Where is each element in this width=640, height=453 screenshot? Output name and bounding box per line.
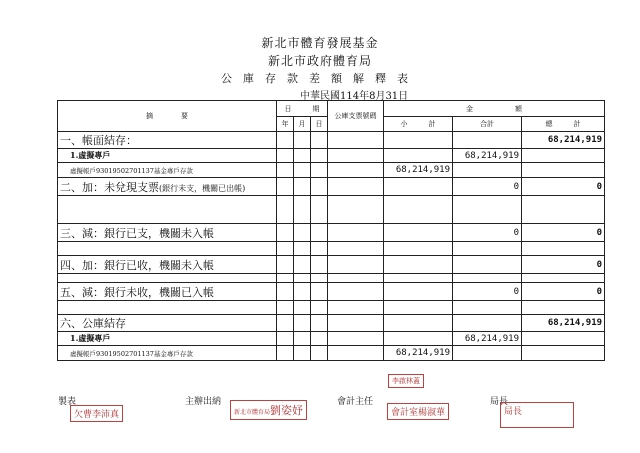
col-voucher: 公庫支票號碼 <box>328 101 384 132</box>
total-value: 0 <box>453 224 522 242</box>
grand-value: 68,214,919 <box>522 132 605 149</box>
grand-value: 0 <box>522 224 605 242</box>
table-row <box>58 132 605 149</box>
total-value: 0 <box>453 283 522 301</box>
label-director: 局長 <box>490 397 509 407</box>
report-date: 中華民國114年8月31日 <box>300 91 409 102</box>
page-title: 公庫存款差額解釋表 <box>221 72 419 85</box>
table-row <box>58 346 605 361</box>
row-label: 三、減：銀行已支，機關未入帳 <box>58 224 277 242</box>
grand-value: 68,214,919 <box>522 315 605 332</box>
col-subtotal: 小 計 <box>384 117 453 132</box>
table-row <box>58 163 605 178</box>
label-cashier: 主辦出納 <box>185 397 222 407</box>
row-label: 虛擬帳戶93019502701137基金專戶存款 <box>58 163 277 178</box>
row-label: 二、加：未兌現支票(銀行未支，機關已出帳) <box>58 178 277 196</box>
row-label: 四、加：銀行已收，機關未入帳 <box>58 256 277 274</box>
row-label: 五、減：銀行未收，機關已入帳 <box>58 283 277 301</box>
label-preparer: 製表 <box>58 397 77 407</box>
row-label: 虛擬帳戶93019502701137基金專戶存款 <box>58 346 277 361</box>
col-month: 月 <box>294 117 311 132</box>
table-row <box>58 315 605 332</box>
row-label: 一、帳面結存： <box>58 132 277 149</box>
col-total: 合計 <box>453 117 522 132</box>
total-value: 68,214,919 <box>453 149 522 163</box>
table-row <box>58 178 605 196</box>
col-amount: 金 額 <box>384 101 605 117</box>
table-row <box>58 149 605 163</box>
col-year: 年 <box>277 117 294 132</box>
table-row <box>58 332 605 346</box>
col-grand: 總 計 <box>522 117 605 132</box>
row-label: 1.虛擬專戶 <box>58 149 277 163</box>
row-label: 六、公庫結存 <box>58 315 277 332</box>
dept-name: 新北市政府體育局 <box>267 54 372 68</box>
subtotal-value: 68,214,919 <box>384 346 453 361</box>
total-value: 68,214,919 <box>453 332 522 346</box>
row-label: 1.虛擬專戶 <box>58 332 277 346</box>
director-seal: 局長 <box>500 402 574 428</box>
org-name: 新北市體育發展基金 <box>261 36 379 50</box>
table-row <box>58 283 605 301</box>
accountant-seal: 會計室楊淑華 <box>387 403 449 420</box>
grand-value: 0 <box>522 256 605 274</box>
grand-value: 0 <box>522 283 605 301</box>
total-value: 0 <box>453 178 522 196</box>
small-seal: 李啟林蓋 <box>388 374 424 388</box>
reconciliation-table <box>57 100 605 361</box>
label-accountant: 會計主任 <box>337 397 374 407</box>
table-row <box>58 256 605 274</box>
preparer-seal: 欠曹李沛真 <box>70 405 123 422</box>
cashier-seal: 新北市體育局劉姿妤 <box>230 400 307 420</box>
subtotal-value: 68,214,919 <box>384 163 453 178</box>
grand-value: 0 <box>522 178 605 196</box>
col-day: 日 <box>311 117 328 132</box>
col-date: 日 期 <box>277 101 328 117</box>
table-row <box>58 224 605 242</box>
col-summary: 摘 要 <box>58 101 277 132</box>
